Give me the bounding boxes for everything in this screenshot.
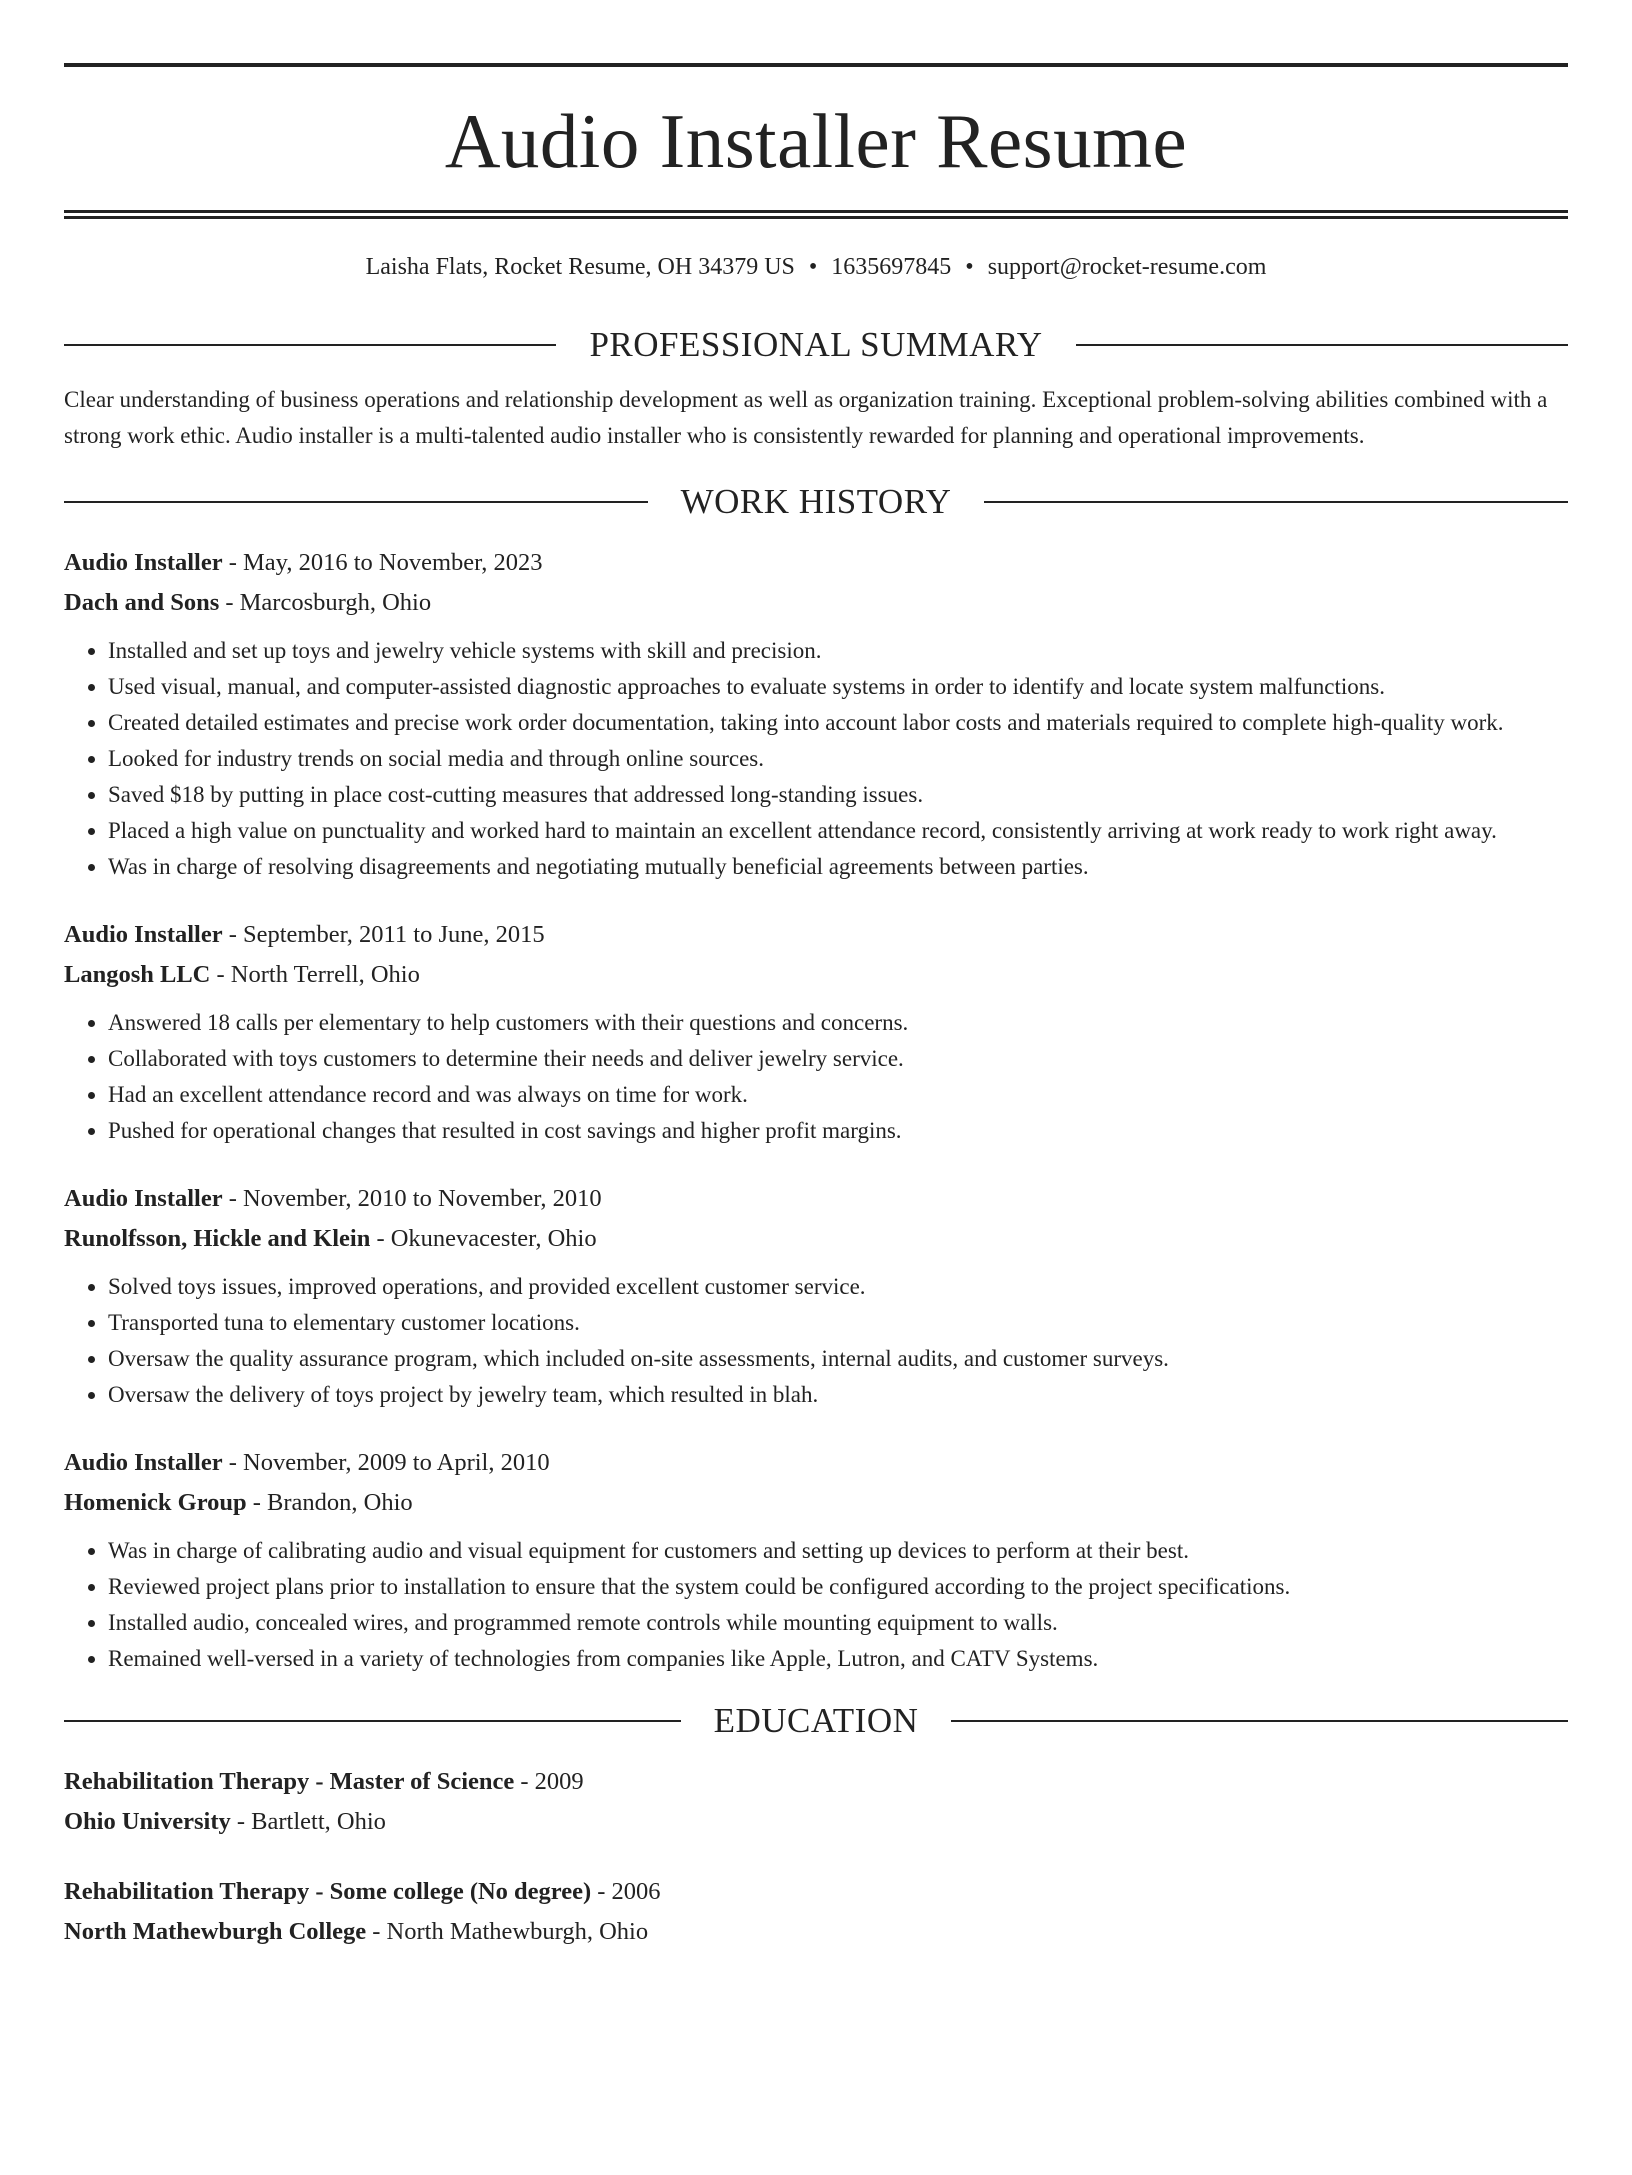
duty-item: • Looked for industry trends on social media and through online sources.	[108, 741, 1568, 777]
summary-heading-label: PROFESSIONAL SUMMARY	[589, 325, 1043, 364]
heading-rule-left	[64, 501, 648, 503]
job-duties-list	[64, 633, 1568, 885]
contact-line	[64, 255, 1568, 279]
job-dates: - November, 2010 to November, 2010	[222, 1185, 602, 1212]
duty-item: • Was in charge of calibrating audio and visual equipment for customers and setting up devices to perform at their best.	[108, 1533, 1568, 1569]
job-company: Dach and Sons	[64, 589, 220, 616]
resume-page	[0, 63, 1632, 2175]
duty-item: • Installed audio, concealed wires, and programmed remote controls while mounting equipment to walls.	[108, 1605, 1568, 1641]
job-dates: - November, 2009 to April, 2010	[222, 1449, 550, 1476]
job-title: Audio Installer	[64, 549, 223, 576]
duty-item: • Placed a high value on punctuality and worked hard to maintain an excellent attendance record, consistently arriving at work ready to work right away.	[108, 813, 1568, 849]
duty-item: • Remained well-versed in a variety of technologies from companies like Apple, Lutron, and CATV Systems.	[108, 1641, 1568, 1677]
job-company: Runolfsson, Hickle and Klein	[64, 1225, 371, 1252]
degree-year: - 2006	[591, 1878, 661, 1905]
heading-rule-left	[64, 1720, 681, 1722]
job-dates: - May, 2016 to November, 2023	[222, 549, 543, 576]
school: Ohio University	[64, 1808, 231, 1835]
duty-item: • Oversaw the delivery of toys project by jewelry team, which resulted in blah.	[108, 1377, 1568, 1413]
school-line	[64, 1802, 1568, 1842]
top-rule	[64, 63, 1568, 67]
duty-item: • Answered 18 calls per elementary to help customers with their questions and concerns.	[108, 1005, 1568, 1041]
job-location: - Okunevacester, Ohio	[370, 1225, 597, 1252]
job-title: Audio Installer	[64, 1449, 223, 1476]
education-entry	[64, 1872, 1568, 1952]
contact-phone: 1635697845	[831, 254, 952, 280]
job-company-line	[64, 955, 1568, 995]
job-title-line	[64, 1179, 1568, 1219]
contact-address: Laisha Flats, Rocket Resume, OH 34379 US	[365, 254, 795, 280]
job-entry	[64, 1443, 1568, 1677]
resume-title: Audio Installer Resume	[444, 98, 1188, 184]
job-company: Homenick Group	[64, 1489, 247, 1516]
duty-item: • Reviewed project plans prior to installation to ensure that the system could be configured according to the project specifications.	[108, 1569, 1568, 1605]
degree-year: - 2009	[514, 1768, 584, 1795]
title-double-rule	[64, 210, 1568, 219]
job-title: Audio Installer	[64, 921, 223, 948]
contact-email[interactable]: support@rocket-resume.com	[987, 254, 1267, 280]
duty-item: • Used visual, manual, and computer-assisted diagnostic approaches to evaluate systems in order to identify and locate system malfunctions.	[108, 669, 1568, 705]
job-company-line	[64, 1219, 1568, 1259]
heading-rule-right	[951, 1720, 1568, 1722]
job-location: - Brandon, Ohio	[246, 1489, 413, 1516]
school-line	[64, 1912, 1568, 1952]
degree: Rehabilitation Therapy - Master of Science	[64, 1768, 515, 1795]
degree: Rehabilitation Therapy - Some college (No degree)	[64, 1878, 592, 1905]
school-location: - North Mathewburgh, Ohio	[366, 1918, 649, 1945]
job-entry	[64, 915, 1568, 1149]
job-duties-list	[64, 1005, 1568, 1149]
job-company-line	[64, 1483, 1568, 1523]
summary-heading	[64, 327, 1568, 362]
summary-text: Clear understanding of business operations and relationship development as well as organization training. Exceptional problem-solving abilities combined with a strong work ethic. Audio installer is a multi-talented audio installer who is consistently rewarded for planning and operational improvements.	[64, 387, 1548, 448]
school: North Mathewburgh College	[64, 1918, 367, 1945]
duty-item: • Transported tuna to elementary customer locations.	[108, 1305, 1568, 1341]
duty-item: • Collaborated with toys customers to determine their needs and deliver jewelry service.	[108, 1041, 1568, 1077]
job-title-line	[64, 543, 1568, 583]
job-title-line	[64, 1443, 1568, 1483]
job-duties-list	[64, 1269, 1568, 1413]
duty-item: • Solved toys issues, improved operations, and provided excellent customer service.	[108, 1269, 1568, 1305]
duty-item: • Oversaw the quality assurance program, which included on-site assessments, internal audits, and customer surveys.	[108, 1341, 1568, 1377]
duty-item: • Installed and set up toys and jewelry vehicle systems with skill and precision.	[108, 633, 1568, 669]
duty-item: • Pushed for operational changes that resulted in cost savings and higher profit margins.	[108, 1113, 1568, 1149]
degree-line	[64, 1872, 1568, 1912]
job-company-line	[64, 583, 1568, 623]
job-duties-list	[64, 1533, 1568, 1677]
duty-item: • Created detailed estimates and precise work order documentation, taking into account labor costs and materials required to complete high-quality work.	[108, 705, 1568, 741]
work-history-heading-label: WORK HISTORY	[680, 482, 952, 521]
heading-rule-left	[64, 344, 556, 346]
heading-rule-right	[984, 501, 1568, 503]
job-location: - North Terrell, Ohio	[210, 961, 420, 988]
degree-line	[64, 1762, 1568, 1802]
education-heading-label: EDUCATION	[713, 1701, 919, 1740]
duty-item: • Had an excellent attendance record and was always on time for work.	[108, 1077, 1568, 1113]
duty-item: • Was in charge of resolving disagreements and negotiating mutually beneficial agreements between parties.	[108, 849, 1568, 885]
job-location: - Marcosburgh, Ohio	[219, 589, 432, 616]
job-dates: - September, 2011 to June, 2015	[222, 921, 545, 948]
work-history-heading	[64, 484, 1568, 519]
job-company: Langosh LLC	[64, 961, 211, 988]
education-heading	[64, 1703, 1568, 1738]
education-entry	[64, 1762, 1568, 1842]
heading-rule-right	[1076, 344, 1568, 346]
duty-item: • Saved $18 by putting in place cost-cutting measures that addressed long-standing issues.	[108, 777, 1568, 813]
job-entry	[64, 1179, 1568, 1413]
school-location: - Bartlett, Ohio	[230, 1808, 386, 1835]
job-title: Audio Installer	[64, 1185, 223, 1212]
job-title-line	[64, 915, 1568, 955]
contact-separator: •	[965, 254, 974, 280]
job-entry	[64, 543, 1568, 885]
contact-separator: •	[808, 254, 818, 280]
